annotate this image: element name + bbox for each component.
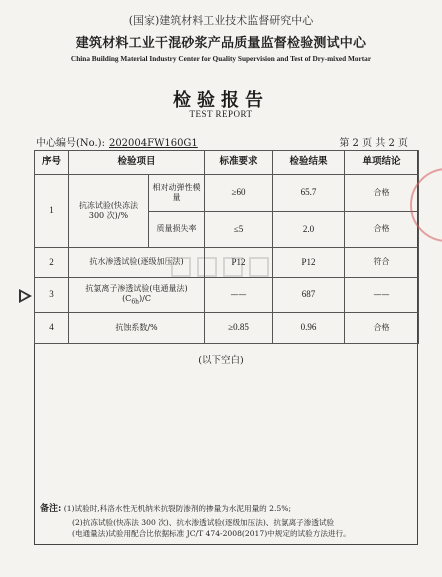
header-conclusion: 单项结论 (345, 151, 419, 175)
table-header-row (35, 151, 419, 175)
remarks-text1: (1)试验时,科洛水性无机纳米抗裂防渗剂的掺量为水泥用量的 2.5%; (63, 504, 292, 513)
row3-item-line2-pre: (C (122, 294, 132, 303)
row3-item-line2 (71, 294, 202, 306)
row1-sub2-conclusion: 合格 (345, 212, 419, 248)
results-table (34, 150, 419, 344)
remarks-block (40, 503, 414, 539)
row2-item: 抗水渗透试验(逐级加压法) (69, 248, 205, 278)
row1-sub1-item: 相对动弹性模量 (149, 175, 205, 212)
report-number-value: 202004FW160G1 (108, 138, 198, 149)
row4-result: 0.96 (273, 313, 345, 344)
row2-result: P12 (273, 248, 345, 278)
watermark-icon (170, 254, 290, 280)
row3-item-line2-sub: 6h (131, 298, 139, 306)
table-row (35, 313, 419, 344)
remarks-line2: (2)抗冻试验(快冻法 300 次)、抗水渗透试验(逐级加压法)、抗氯离子渗透试验 (72, 517, 335, 527)
row2-seq: 2 (35, 248, 69, 278)
row1-sub1-result: 65.7 (273, 175, 345, 212)
row3-item-line1: 抗氯离子渗透试验(电通量法) (85, 283, 188, 293)
row3-standard: —— (205, 278, 273, 313)
row1-sub2-standard: ≤5 (205, 212, 273, 248)
table-row (35, 278, 419, 313)
row4-conclusion: 合格 (345, 313, 419, 344)
row1-seq: 1 (35, 175, 69, 248)
header-result: 检验结果 (273, 151, 345, 175)
row3-result: 687 (273, 278, 345, 313)
header-standard: 标准要求 (205, 151, 273, 175)
row4-seq: 4 (35, 313, 69, 344)
report-title-en: TEST REPORT (189, 109, 253, 119)
remarks-line3: (电通量法)试验用配合比依据标准 JC/T 474-2008(2017)中规定的试验方法进行。 (72, 528, 351, 538)
org-main-line: 建筑材料工业干混砂浆产品质量监督检验测试中心 (75, 36, 367, 51)
row1-item: 抗冻试验(快冻法 300 次)/% (69, 175, 149, 248)
row1-sub2-item: 质量损失率 (149, 212, 205, 248)
report-number-label: 中心编号(No.): (36, 138, 105, 149)
table-row (35, 175, 419, 212)
org-top-line: (国家)建筑材料工业技术监督研究中心 (128, 14, 314, 27)
blank-below-note: (以下空白) (198, 355, 244, 366)
row2-conclusion: 符合 (345, 248, 419, 278)
row3-seq: 3 (35, 278, 69, 313)
row4-standard: ≥0.85 (205, 313, 273, 344)
row2-standard: P12 (205, 248, 273, 278)
row3-item (69, 278, 205, 313)
row4-item: 抗蚀系数/% (69, 313, 205, 344)
triangle-pointer-icon (19, 289, 32, 303)
header-item: 检验项目 (69, 151, 205, 175)
row3-item-line2-post: )/C (139, 294, 151, 303)
row1-sub2-result: 2.0 (273, 212, 345, 248)
header-seq: 序号 (35, 151, 69, 175)
remarks-line1 (40, 503, 414, 517)
page-number: 第 2 页 共 2 页 (339, 138, 408, 149)
report-number (36, 134, 198, 149)
row1-sub1-conclusion: 合格 (345, 175, 419, 212)
report-title-cn: 检验报告 (173, 90, 269, 111)
remarks-label: 备注: (40, 504, 62, 514)
org-english-line: China Building Material Industry Center for Quality Supervision and Test of Dry-mixed Mortar (70, 54, 372, 63)
row1-sub1-standard: ≥60 (205, 175, 273, 212)
row3-conclusion: —— (345, 278, 419, 313)
